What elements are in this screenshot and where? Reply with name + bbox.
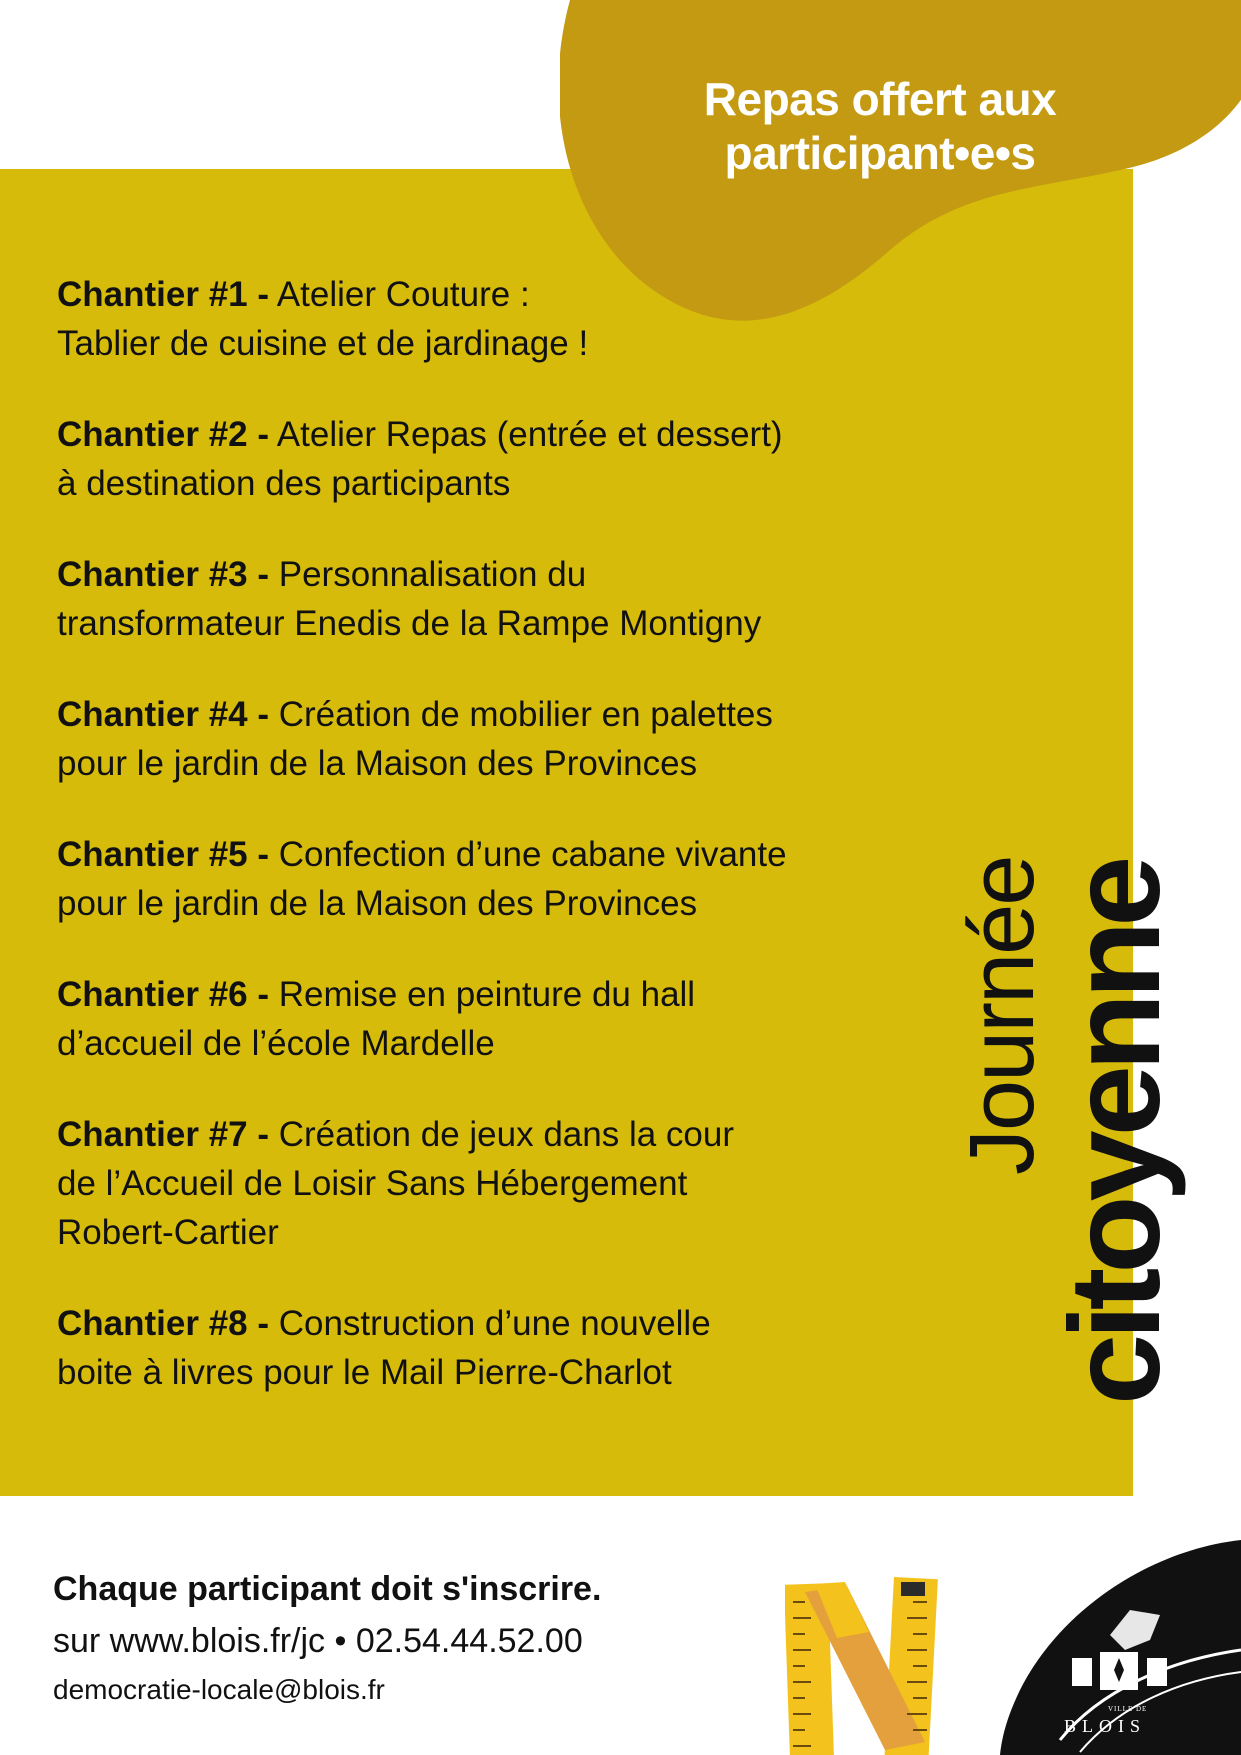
chantier-description: Tablier de cuisine et de jardinage !	[57, 324, 589, 363]
banner-line-2: participant•e•s	[724, 127, 1036, 179]
chantier-description: transformateur Enedis de la Rampe Montigny	[57, 604, 762, 643]
chantier-item-7	[57, 1110, 937, 1257]
logo-small-text: VILLE DE	[1108, 1705, 1148, 1713]
chantier-title: Remise en peinture du hall	[269, 975, 696, 1014]
chantier-item-1	[57, 270, 937, 368]
chantier-description: à destination des participants	[57, 464, 511, 503]
chantier-description: d’accueil de l’école Mardelle	[57, 1024, 495, 1063]
chantier-number: Chantier #8 -	[57, 1304, 269, 1343]
chantier-item-8	[57, 1299, 937, 1397]
chantier-item-5	[57, 830, 937, 928]
chantier-item-6	[57, 970, 937, 1068]
chantier-number: Chantier #5 -	[57, 835, 269, 874]
chantier-description: de l’Accueil de Loisir Sans Hébergement	[57, 1164, 688, 1203]
logo-name: BLOIS	[1064, 1716, 1147, 1736]
chantier-title: Création de jeux dans la cour	[269, 1115, 734, 1154]
chantier-item-2	[57, 410, 937, 508]
chantier-title: Atelier Couture :	[269, 275, 530, 314]
chantier-number: Chantier #6 -	[57, 975, 269, 1014]
chantier-number: Chantier #3 -	[57, 555, 269, 594]
contact-email: democratie-locale@blois.fr	[53, 1674, 385, 1705]
chantier-title: Confection d’une cabane vivante	[269, 835, 787, 874]
chantier-title: Construction d’une nouvelle	[269, 1304, 711, 1343]
chantier-list	[57, 270, 937, 1397]
chantier-description: pour le jardin de la Maison des Provinces	[57, 884, 698, 923]
chantier-item-3	[57, 550, 937, 648]
chantier-description: boite à livres pour le Mail Pierre-Charlot	[57, 1353, 672, 1392]
chantier-title: Atelier Repas (entrée et dessert)	[269, 415, 783, 454]
chantier-description: pour le jardin de la Maison des Provinces	[57, 744, 698, 783]
chantier-number: Chantier #2 -	[57, 415, 269, 454]
title-journee: Journée	[951, 856, 1053, 1175]
registration-notice: Chaque participant doit s'inscrire.	[53, 1570, 602, 1608]
ruler-letter-n-icon	[785, 1572, 945, 1755]
banner-line-1: Repas offert aux	[703, 73, 1057, 125]
banner-text	[640, 72, 1120, 180]
chantier-number: Chantier #4 -	[57, 695, 269, 734]
chantier-title: Création de mobilier en palettes	[269, 695, 773, 734]
title-citoyenne: citoyenne	[1044, 861, 1187, 1405]
chantier-item-4	[57, 690, 937, 788]
chantier-number: Chantier #7 -	[57, 1115, 269, 1154]
chantier-description-extra: Robert-Cartier	[57, 1213, 279, 1252]
contact-web-phone: sur www.blois.fr/jc • 02.54.44.52.00	[53, 1622, 583, 1660]
chantier-number: Chantier #1 -	[57, 275, 269, 314]
chantier-title: Personnalisation du	[269, 555, 587, 594]
